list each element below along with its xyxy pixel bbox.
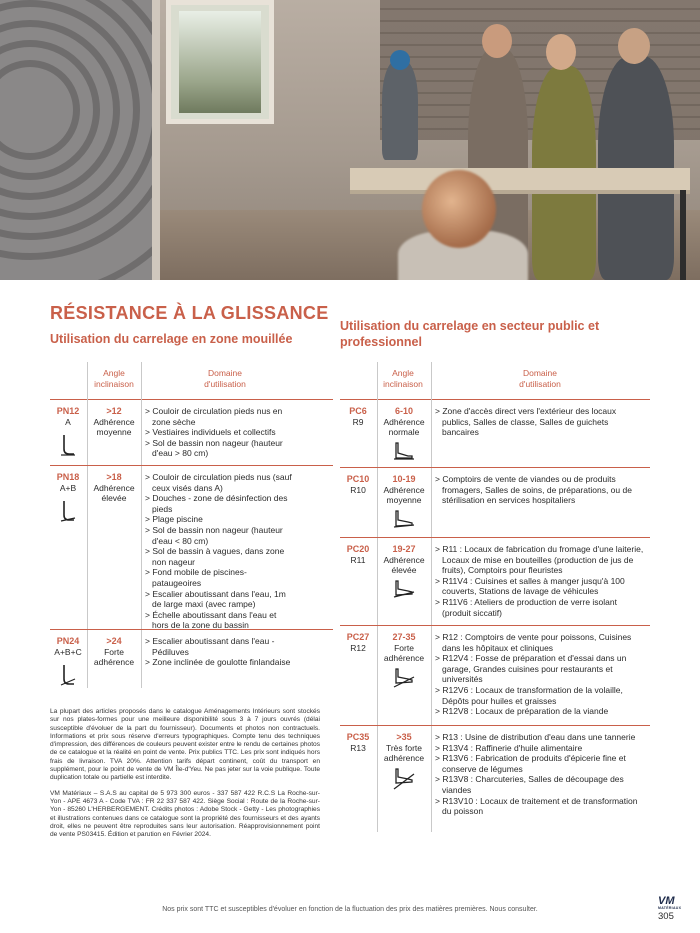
bare-foot-icon <box>60 664 76 686</box>
class-code: PC10 <box>346 474 370 484</box>
domain-item: > R13 : Usine de distribution d'eau dans une tannerie <box>435 732 636 742</box>
table-header <box>50 362 333 400</box>
vm-logo <box>658 895 681 910</box>
angle-label: Très forte adhérence <box>383 742 425 763</box>
class-sub: R9 <box>352 417 364 427</box>
class-code: PC27 <box>346 632 370 642</box>
angle-value: >24 <box>106 636 122 646</box>
domain-item: > Échelle aboutissant dans l'eau et hors de la zone du bassin <box>145 609 277 631</box>
class-sub: R11 <box>350 555 366 565</box>
domain-item: > R13V10 : Locaux de traitement et de transformation du poisson <box>435 795 638 817</box>
class-code: PC6 <box>349 406 367 416</box>
logo-sub: MATÉRIAUX <box>658 906 682 910</box>
domain-item: > Couloir de circulation pieds nus en zone sèche <box>145 406 283 427</box>
table-row <box>50 400 333 466</box>
renovation-scene-photo <box>160 0 700 280</box>
domain-item: > R13V8 : Charcuteries, Salles de découpage des viandes <box>435 774 624 795</box>
angle-label: Forte adhérence <box>383 642 425 663</box>
angle-value: 19-27 <box>392 544 416 554</box>
table-row <box>340 626 650 726</box>
table-header <box>340 362 650 400</box>
class-code: PN18 <box>56 472 80 482</box>
shoe-icon <box>393 668 415 688</box>
domain-header: Domaine d'utilisation <box>519 368 561 389</box>
legal-paragraph: VM Matériaux – S.A.S au capital de 5 973 300 euros - 337 587 422 R.C.S La Roche-sur-Yon - APE 4673 A - Code TVA : FR 22 337 587 422. Siège Social : Route de la Roche-sur-Yon - 85260 L'HERBERGEMENT. Crédits photos : Adobe Stock - Getty - Les photographies et illustrations contenues dans ce catalogue sont la propriété des fournisseurs et des ayants droit, elles ne peuvent être reproduites sans leur autorisation. Réapprovisionnement point de vente PS03415. Édition et parution en Février 2024. <box>50 789 320 839</box>
domain-item: > R12V4 : Fosse de préparation et d'essai dans un garage, Grandes cuisines pour restaurants et universités <box>435 653 627 685</box>
class-sub: A <box>65 417 71 427</box>
domain-header: Domaine d'utilisation <box>204 368 246 389</box>
domain-item: > Douches - zone de désinfection des pieds <box>145 493 288 514</box>
angle-label: Adhérence normale <box>383 416 425 437</box>
class-sub: R10 <box>350 485 366 495</box>
footer-note: Nos prix sont TTC et susceptibles d'évoluer en fonction de la fluctuation des prix des matières premières. Nous consulter. <box>162 906 538 913</box>
logo-text: VM <box>658 895 675 907</box>
angle-value: 6-10 <box>394 406 413 416</box>
domain-item: > R11 : Locaux de fabrication du fromage d'une laiterie, Locaux de mise en bouteilles (production de jus de fruits), Comptoirs pour fleuristes <box>435 544 644 576</box>
wet-zone-table <box>50 362 333 688</box>
page-number: 305 <box>658 911 674 922</box>
bare-foot-icon <box>60 500 76 522</box>
domain-item: > Sol de bassin non nageur (hauteur d'eau < 80 cm) <box>145 524 283 546</box>
angle-value: 10-19 <box>392 474 416 484</box>
domain-item: > Zone d'accès direct vers l'extérieur des locaux publics, Salles de classe, Salles de guichets bancaires <box>435 406 617 438</box>
class-sub: A+B+C <box>54 647 82 657</box>
angle-label: Adhérence élevée <box>383 554 425 575</box>
legal-notice <box>50 708 320 846</box>
domain-item: > R13V6 : Fabrication de produits d'épicerie fine et conserve de légumes <box>435 753 626 774</box>
angle-value: >18 <box>106 472 122 482</box>
shoe-icon <box>393 580 415 598</box>
domain-item: > R12V6 : Locaux de transformation de la volaille, Dépôts pour huiles et graisses <box>435 684 623 706</box>
bare-foot-icon <box>60 434 76 456</box>
domain-item: > Sol de bassin à vagues, dans zone non nageur <box>145 546 285 567</box>
right-subtitle: Utilisation du carrelage en secteur public et professionnel <box>340 319 600 349</box>
domain-item: > Escalier aboutissant dans l'eau, 1m de large maxi (avec rampe) <box>145 588 286 610</box>
domain-item: > Zone inclinée de goulotte finlandaise <box>145 657 291 668</box>
angle-value: >35 <box>396 732 412 742</box>
domain-item: > R12 : Comptoirs de vente pour poissons, Cuisines dans les hôpitaux et cliniques <box>435 632 632 653</box>
public-sector-table <box>340 362 650 832</box>
domain-item: > Escalier aboutissant dans l'eau - Pédiluves <box>145 636 275 657</box>
angle-value: >12 <box>106 406 122 416</box>
table-row <box>340 468 650 538</box>
page-title: RÉSISTANCE À LA GLISSANCE <box>50 303 329 323</box>
angle-header: Angle inclinaison <box>383 368 423 389</box>
class-sub: R13 <box>350 743 366 753</box>
domain-item: > Comptoirs de vente de viandes ou de produits fromagers, Salles de soins, de préparations, ou de stérilisation en services hospitaliers <box>435 474 632 506</box>
domain-item: > R11V6 : Ateliers de production de verre isolant (produit siccatif) <box>435 596 617 618</box>
table-row <box>340 538 650 626</box>
domain-item: > R11V4 : Cuisines et salles à manger jusqu'à 100 couverts, Stations de lavage de véhicules <box>435 575 625 597</box>
shoe-icon <box>393 768 415 790</box>
header-photo <box>0 0 700 280</box>
table-row <box>50 630 333 688</box>
domain-item: > R13V4 : Raffinerie d'huile alimentaire <box>435 742 583 753</box>
table-row <box>340 726 650 832</box>
left-subtitle: Utilisation du carrelage en zone mouillée <box>50 332 293 346</box>
class-code: PN12 <box>56 406 80 416</box>
domain-item: > R12V8 : Locaux de préparation de la viande <box>435 706 609 717</box>
angle-label: Adhérence élevée <box>93 482 135 503</box>
angle-label: Adhérence moyenne <box>93 416 135 437</box>
class-code: PC20 <box>346 544 370 554</box>
class-sub: A+B <box>59 483 77 493</box>
legal-paragraph: La plupart des articles proposés dans le catalogue Aménagements Intérieurs sont stockés sur nos plates-formes pour une meilleure disponibilité sous 3 à 7 jours ouvrés (délai susceptible d'évoluer de la part du fournisseur). Documents et photos non contractuels. Informations et prix sous réserve d'erreurs typographiques. Compte tenu des techniques d'impression, des différences de couleurs peuvent exister entre le rendu de certaines photos de ce catalogue et la réalité en point de vente. Prix publics TTC. Les prix sont indiqués hors frais de livraison. TVA 20%. Attention tarifs départ continent, coût du transport en supplément, pour le point de vente de VM Île-d'Yeu. Ne pas jeter sur la voie publique. Toute duplication totale ou partielle est interdite. <box>50 708 320 782</box>
class-code: PN24 <box>56 636 80 646</box>
angle-value: 27-35 <box>392 632 416 642</box>
domain-item: > Vestiaires individuels et collectifs <box>145 427 276 438</box>
domain-item: > Fond mobile de piscines-pataugeoires <box>145 567 247 588</box>
table-row <box>50 466 333 630</box>
domain-item: > Plage piscine <box>145 514 203 525</box>
angle-header: Angle inclinaison <box>94 368 134 389</box>
tile-adhesive-photo <box>0 0 152 280</box>
angle-label: Forte adhérence <box>93 646 135 667</box>
angle-label: Adhérence moyenne <box>383 484 425 505</box>
domain-item: > Sol de bassin non nageur (hauteur d'eau > 80 cm) <box>145 437 283 459</box>
class-code: PC35 <box>346 732 370 742</box>
table-row <box>340 400 650 468</box>
shoe-icon <box>393 442 415 460</box>
shoe-icon <box>393 510 415 528</box>
domain-item: > Couloir de circulation pieds nus (sauf ceux visés dans A) <box>145 472 292 493</box>
class-sub: R12 <box>350 643 366 653</box>
